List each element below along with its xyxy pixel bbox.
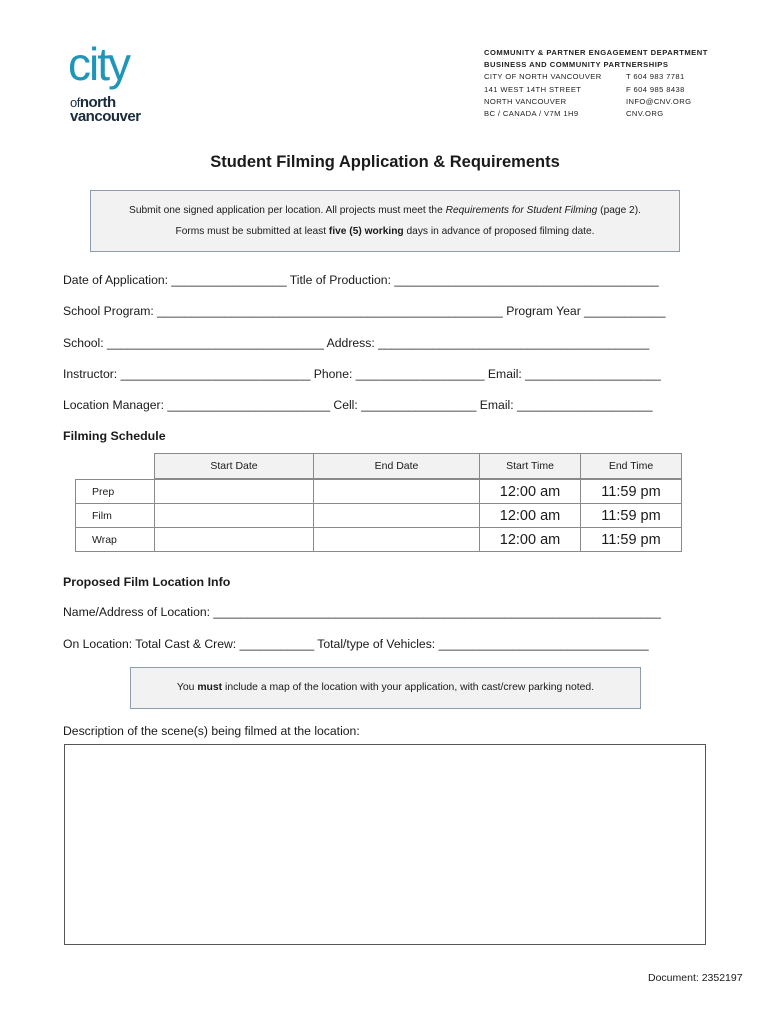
prep-start-time[interactable]: 12:00 am [479,479,581,504]
prep-start-date-input[interactable] [154,479,314,504]
row-label-prep: Prep [75,479,155,504]
logo-of-north-text: ofnorth [70,94,116,111]
logo-city-text: city [68,38,129,90]
film-end-time[interactable]: 11:59 pm [580,503,682,528]
row-label-film: Film [75,503,155,528]
location-info-heading: Proposed Film Location Info [63,575,231,589]
date-title-field[interactable]: Date of Application: _________________ Title of Production: _______________________________________ [63,273,659,287]
film-start-time[interactable]: 12:00 am [479,503,581,528]
location-name-address-field[interactable]: Name/Address of Location: __________________________________________________________________ [63,605,661,619]
notice-line1: Submit one signed application per location. All projects must meet the Requirements for Student Filming (page 2). [129,205,641,216]
dept-line1: COMMUNITY & PARTNER ENGAGEMENT DEPARTMENT [484,48,708,57]
wrap-end-time[interactable]: 11:59 pm [580,527,682,552]
dept-row: NORTH VANCOUVER INFO@CNV.ORG [484,96,692,106]
header-start-date: Start Date [154,453,314,479]
wrap-end-date-input[interactable] [313,527,480,552]
scene-description-label: Description of the scene(s) being filmed at the location: [63,724,360,738]
school-address-field[interactable]: School: ________________________________ Address: ________________________________________ [63,336,650,350]
cast-crew-vehicles-field[interactable]: On Location: Total Cast & Crew: ___________ Total/type of Vehicles: _______________________________ [63,637,649,651]
dept-row: BC / CANADA / V7M 1H9 CNV.ORG [484,109,664,119]
notice-line2: Forms must be submitted at least five (5) working days in advance of proposed filming date. [175,226,595,237]
map-notice: You must include a map of the location with your application, with cast/crew parking noted. [130,667,641,709]
document-number: Document: 2352197 [648,972,743,984]
header-end-time: End Time [580,453,682,479]
filming-schedule-heading: Filming Schedule [63,429,166,443]
instructor-field[interactable]: Instructor: ____________________________ Phone: ___________________ Email: ____________________ [63,367,661,381]
wrap-start-date-input[interactable] [154,527,314,552]
school-program-field[interactable]: School Program: ___________________________________________________ Program Year ____________ [63,304,666,318]
department-info [484,47,708,120]
submission-notice [90,190,680,252]
wrap-start-time[interactable]: 12:00 am [479,527,581,552]
city-logo [68,38,168,125]
header-start-time: Start Time [479,453,581,479]
page-title: Student Filming Application & Requirements [210,153,560,171]
dept-line2: BUSINESS AND COMMUNITY PARTNERSHIPS [484,60,669,70]
dept-row: CITY OF NORTH VANCOUVER T 604 983 7781 [484,72,685,82]
location-manager-field[interactable]: Location Manager: ________________________ Cell: _________________ Email: ____________________ [63,398,653,412]
scene-description-textarea[interactable] [64,744,706,945]
logo-vancouver-text: vancouver [70,108,141,125]
film-start-date-input[interactable] [154,503,314,528]
film-end-date-input[interactable] [313,503,480,528]
dept-row: 141 WEST 14TH STREET F 604 985 8438 [484,84,685,94]
header-end-date: End Date [313,453,480,479]
prep-end-time[interactable]: 11:59 pm [580,479,682,504]
row-label-wrap: Wrap [75,527,155,552]
prep-end-date-input[interactable] [313,479,480,504]
